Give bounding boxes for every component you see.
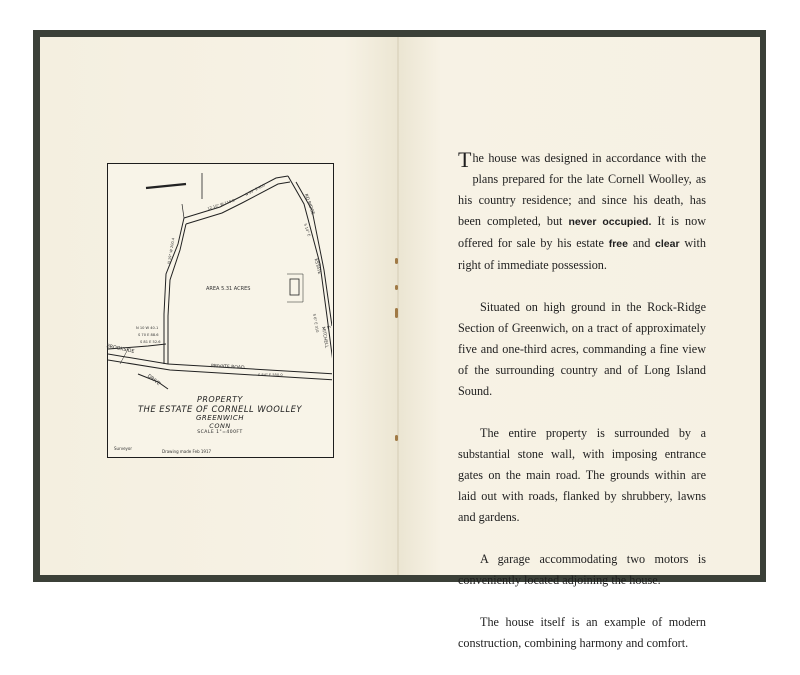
map-drawing-note: Drawing made Feb 1917 — [162, 449, 212, 454]
svg-text:S 14° E: S 14° E — [303, 223, 311, 237]
map-brookside-label: BROOKSIDE — [105, 344, 135, 355]
map-road-top-right-label: RD RIDGE — [302, 193, 315, 216]
binding-stitch — [395, 308, 398, 318]
map-surveyor-note: Surveyor — [114, 446, 133, 451]
north-arrow-icon — [146, 184, 186, 188]
map-road-right-label: ESTATE — [312, 258, 322, 275]
house-footprint — [290, 279, 299, 295]
binding-stitch — [395, 435, 398, 441]
paragraph-5: The house itself is an example of modern construction, combining harmony and comfort. — [458, 615, 706, 650]
map-title-line2: THE ESTATE OF CORNELL WOOLLEY — [137, 404, 303, 414]
paragraph-4: A garage accommodating two motors is conveniently located adjoining the house. — [458, 552, 706, 587]
map-title-line3: GREENWICH — [195, 414, 244, 422]
body-text — [458, 148, 706, 675]
map-area-label: AREA 5.31 ACRES — [206, 286, 251, 292]
svg-text:S 81 E 52.6: S 81 E 52.6 — [140, 340, 161, 344]
map-private-road-label: PRIVATE ROAD — [210, 364, 245, 371]
paragraph-3: The entire property is surrounded by a substantial stone wall, with imposing entrance gates on the main road. The grounds within are laid out with roads, flanked by shrubbery, lawns and gardens. — [458, 426, 706, 524]
svg-text:S 6° E 310: S 6° E 310 — [312, 313, 320, 333]
svg-text:S 84° E 550.0: S 84° E 550.0 — [258, 373, 283, 377]
svg-text:12 10° W 110.6: 12 10° W 110.6 — [207, 198, 236, 211]
map-road-right2-label: E MITCHELL — [319, 325, 331, 349]
map-drive-label: DRIVE — [146, 373, 161, 388]
paragraph-1: The house was designed in accordance with the plans prepared for the late Cornell Woolley, as his country residence; and since his death, has been completed, but never occupied. It is now offered for sale by his estate free and clear with right of immediate possession. — [458, 147, 706, 272]
boundary-top-road — [184, 176, 288, 218]
svg-text:S 70 E 88.6: S 70 E 88.6 — [138, 333, 159, 337]
binding-stitch — [395, 285, 398, 290]
svg-text:N 55° E 400: N 55° E 400 — [244, 183, 266, 197]
svg-text:N 19° W 200.4: N 19° W 200.4 — [167, 237, 176, 265]
drop-cap: T — [458, 147, 472, 172]
paragraph-2: Situated on high ground in the Rock-Ridge Section of Greenwich, on a tract of approximately five and one-third acres, commanding a fine view of the surrounding country and of Long Island Sound. — [458, 300, 706, 398]
svg-text:N 10 W 40.1: N 10 W 40.1 — [136, 326, 159, 330]
property-map — [107, 163, 334, 458]
binding-stitch — [395, 258, 398, 264]
spine-gutter — [397, 37, 399, 575]
map-scale: SCALE 1"=400FT — [197, 430, 243, 435]
map-title-line4: CONN — [209, 422, 231, 430]
map-title-line1: PROPERTY — [197, 395, 243, 404]
